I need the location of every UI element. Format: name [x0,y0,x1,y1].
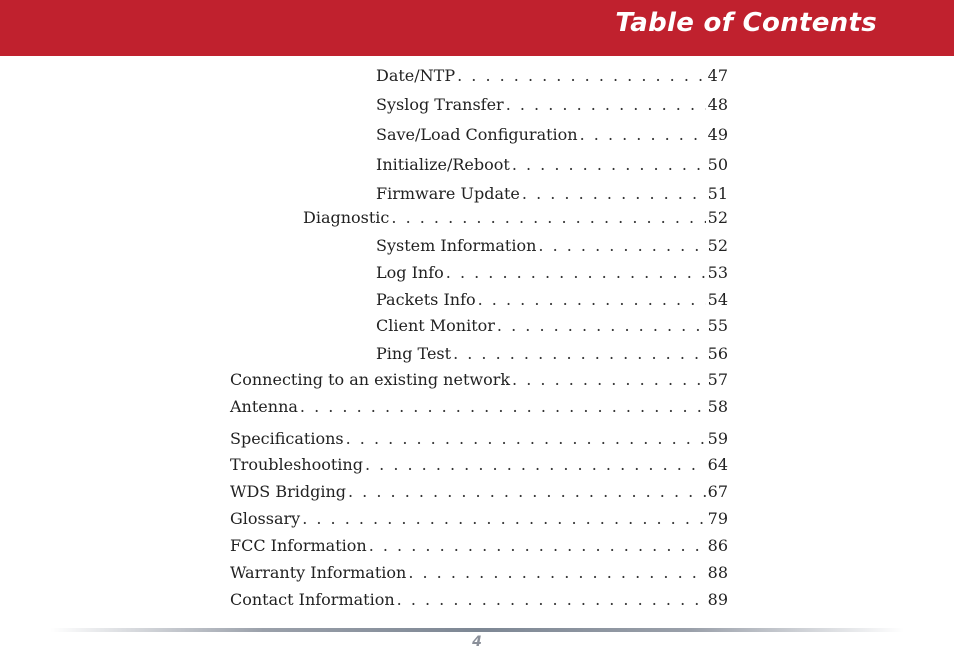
toc-entry-page: 52 [707,208,728,227]
toc-entry[interactable] [230,397,728,419]
toc-entry-page: 51 [707,184,728,203]
toc-entry-label: Initialize/Reboot [376,155,510,174]
toc-entry-label: Glossary [230,509,301,528]
toc-entry-label: Specifications [230,429,344,448]
toc-entry-label: Date/NTP [376,66,456,85]
toc-entry[interactable] [376,184,728,206]
toc-entry[interactable] [230,509,728,531]
toc-entry[interactable] [303,208,728,230]
dot-leader [391,208,705,227]
footer-divider [50,628,904,632]
toc-entry-page: 67 [707,482,728,501]
dot-leader [512,370,706,389]
toc-entry-page: 57 [707,370,728,389]
dot-leader [302,509,705,528]
dot-leader [453,344,706,363]
toc-entry-label: Contact Information [230,590,395,609]
toc-entry[interactable] [230,370,728,392]
toc-entry-page: 86 [707,536,728,555]
toc-entry-page: 48 [707,95,728,114]
toc-entry-page: 58 [707,397,728,416]
dot-leader [538,236,705,255]
dot-leader [506,95,706,114]
toc-entry-page: 49 [707,125,728,144]
toc-entry-label: System Information [376,236,537,255]
toc-entry[interactable] [376,155,728,177]
toc-entry-page: 55 [707,316,728,335]
toc-entry-page: 50 [707,155,728,174]
dot-leader [497,316,706,335]
dot-leader [457,66,706,85]
toc-entry[interactable] [230,482,728,504]
dot-leader [580,125,706,144]
toc-entry[interactable] [230,590,728,612]
page-title: Table of Contents [615,8,877,38]
toc-entry-label: Diagnostic [303,208,390,227]
dot-leader [348,482,706,501]
toc-entry[interactable] [376,66,728,88]
dot-leader [369,536,706,555]
toc-entry[interactable] [376,95,728,117]
toc-entry[interactable] [230,536,728,558]
toc-entry-page: 89 [707,590,728,609]
dot-leader [397,590,706,609]
dot-leader [365,455,706,474]
toc-entry[interactable] [376,236,728,258]
toc-entry-label: Connecting to an existing network [230,370,511,389]
toc-entry-page: 52 [707,236,728,255]
toc-entry[interactable] [230,455,728,477]
dot-leader [446,263,706,282]
toc-entry[interactable] [376,125,728,147]
toc-entry-page: 79 [707,509,728,528]
toc-entry[interactable] [376,290,728,312]
toc-entry-label: Syslog Transfer [376,95,504,114]
dot-leader [346,429,706,448]
dot-leader [478,290,706,309]
toc-entry[interactable] [230,429,728,451]
dot-leader [408,563,705,582]
toc-entry-page: 56 [707,344,728,363]
toc-entry[interactable] [376,344,728,366]
toc-entry-label: Packets Info [376,290,476,309]
toc-entry-label: Client Monitor [376,316,495,335]
toc-entry[interactable] [376,316,728,338]
dot-leader [522,184,706,203]
toc-entry-page: 88 [707,563,728,582]
dot-leader [300,397,706,416]
toc-entry[interactable] [230,563,728,585]
toc-entry-page: 59 [707,429,728,448]
toc-entry-page: 53 [707,263,728,282]
toc-entry[interactable] [376,263,728,285]
toc-entry-label: Antenna [230,397,298,416]
toc-entry-label: Ping Test [376,344,452,363]
toc-entry-label: FCC Information [230,536,367,555]
toc-entry-page: 54 [707,290,728,309]
toc-entry-label: WDS Bridging [230,482,346,501]
toc-entry-page: 64 [707,455,728,474]
dot-leader [512,155,706,174]
toc-entry-label: Troubleshooting [230,455,363,474]
toc-entry-label: Firmware Update [376,184,520,203]
toc-entry-label: Log Info [376,263,444,282]
page-number: 4 [472,634,482,650]
toc-entry-page: 47 [707,66,728,85]
toc-entry-label: Warranty Information [230,563,407,582]
toc-entry-label: Save/Load Configuration [376,125,578,144]
